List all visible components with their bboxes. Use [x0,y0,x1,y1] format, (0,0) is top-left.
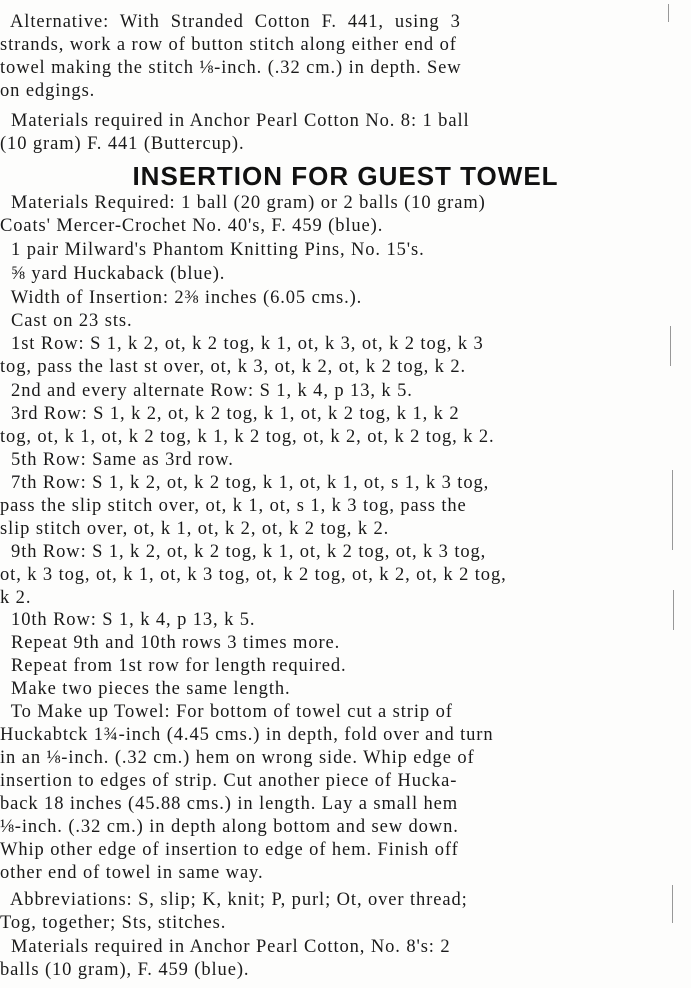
body-line: pass the slip stitch over, ot, k 1, ot, s 1, k 3 tog, pass the [0,496,467,516]
body-line: Huckabtck 1¾-inch (4.45 cms.) in depth, fold over and turn [0,725,494,745]
body-line: 9th Row: S 1, k 2, ot, k 2 tog, k 1, ot, k 2 tog, ot, k 3 tog, [0,542,487,562]
body-line: Cast on 23 sts. [0,311,133,331]
body-line: in an ⅛-inch. (.32 cm.) hem on wrong side. Whip edge of [0,748,475,768]
body-line: Materials required in Anchor Pearl Cotton, No. 8's: 2 [0,937,451,957]
body-line: Repeat 9th and 10th rows 3 times more. [0,633,341,653]
body-line: ⅝ yard Huckaback (blue). [0,264,226,284]
intro-line: on edgings. [0,81,96,101]
body-line: back 18 inches (45.88 cms.) in length. Lay a small hem [0,794,459,814]
intro-line: Materials required in Anchor Pearl Cotton No. 8: 1 ball [0,111,470,131]
intro-line: (10 gram) F. 441 (Buttercup). [0,134,245,154]
body-line: Materials Required: 1 ball (20 gram) or 2 balls (10 gram) [0,193,486,213]
body-line: To Make up Towel: For bottom of towel cut a strip of [0,702,453,722]
body-line: Abbreviations: S, slip; K, knit; P, purl; Ot, over thread; [0,890,468,910]
intro-line: Alternative: With Stranded Cotton F. 441, using 3 [0,12,461,32]
body-line: tog, pass the last st over, ot, k 3, ot, k 2, ot, k 2 tog, k 2. [0,357,467,377]
body-line: 10th Row: S 1, k 4, p 13, k 5. [0,610,256,630]
body-line: 2nd and every alternate Row: S 1, k 4, p 13, k 5. [0,381,413,401]
body-line: Width of Insertion: 2⅜ inches (6.05 cms.). [0,288,363,308]
body-line: Repeat from 1st row for length required. [0,656,347,676]
body-line: 5th Row: Same as 3rd row. [0,450,234,470]
scan-edge-mark [670,326,671,366]
body-line: 1st Row: S 1, k 2, ot, k 2 tog, k 1, ot, k 3, ot, k 2 tog, k 3 [0,334,484,354]
body-line: Make two pieces the same length. [0,679,291,699]
body-line: Coats' Mercer-Crochet No. 40's, F. 459 (blue). [0,216,384,236]
intro-line: towel making the stitch ⅛-inch. (.32 cm.) in depth. Sew [0,58,462,78]
scan-edge-mark [672,470,673,550]
body-line: k 2. [0,588,32,608]
body-line: ⅛-inch. (.32 cm.) in depth along bottom and sew down. [0,817,459,837]
body-line: Whip other edge of insertion to edge of hem. Finish off [0,840,459,860]
body-line: 7th Row: S 1, k 2, ot, k 2 tog, k 1, ot, k 1, ot, s 1, k 3 tog, [0,473,490,493]
body-line: Tog, together; Sts, stitches. [0,913,227,933]
body-line: slip stitch over, ot, k 1, ot, k 2, ot, k 2 tog, k 2. [0,519,390,539]
section-heading: INSERTION FOR GUEST TOWEL [132,161,559,191]
scan-edge-mark [672,885,673,923]
intro-line: strands, work a row of button stitch along either end of [0,35,457,55]
body-line: ot, k 3 tog, ot, k 1, ot, k 3 tog, ot, k 2 tog, ot, k 2, ot, k 2 tog, [0,565,507,585]
scan-edge-mark [673,590,674,630]
body-line: 3rd Row: S 1, k 2, ot, k 2 tog, k 1, ot, k 2 tog, k 1, k 2 [0,404,460,424]
body-line: other end of towel in same way. [0,863,264,883]
body-line: insertion to edges of strip. Cut another piece of Hucka- [0,771,458,791]
scan-edge-mark [668,4,669,22]
body-line: tog, ot, k 1, ot, k 2 tog, k 1, k 2 tog, ot, k 2, ot, k 2 tog, k 2. [0,427,495,447]
body-line: 1 pair Milward's Phantom Knitting Pins, No. 15's. [0,240,425,260]
body-line: balls (10 gram), F. 459 (blue). [0,960,250,980]
